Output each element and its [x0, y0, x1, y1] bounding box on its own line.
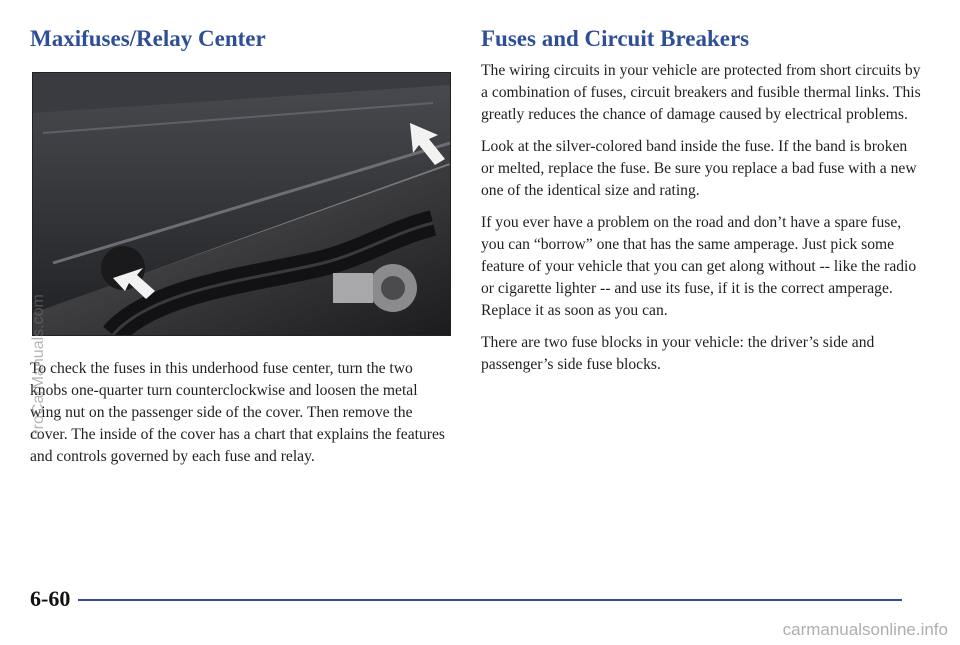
fuses-paragraph-2: Look at the silver-colored band inside the fuse. If the band is broken or melted, replace the fuse. Be sure you replace a bad fuse with a new one of the identical size and rating.	[481, 138, 917, 199]
underhood-fuse-center-photo	[32, 72, 451, 336]
maxifuses-paragraph: To check the fuses in this underhood fuse center, turn the two knobs one-quarter turn counterclockwise and loosen the metal wing nut on the passenger side of the cover. Then remove the cover. The inside of the cover has a chart that explains the features and controls governed by each fuse and relay.	[30, 360, 445, 465]
fuses-paragraph-3: If you ever have a problem on the road and don’t have a spare fuse, you can “borrow” one that has the same amperage. Just pick some feature of your vehicle that you can get along without -- like the radio or cigarette lighter -- and use its fuse, if it is the correct amperage. Replace it as soon as you can.	[481, 214, 917, 319]
fuses-body	[481, 60, 921, 386]
photo-illustration	[33, 73, 450, 335]
fuses-paragraph-4: There are two fuse blocks in your vehicle: the driver’s side and passenger’s side fuse blocks.	[481, 334, 875, 373]
footer-rule	[78, 599, 902, 601]
bottom-watermark: carmanualsonline.info	[782, 620, 948, 639]
section-heading-maxifuses: Maxifuses/Relay Center	[30, 26, 266, 51]
fuses-paragraph-1: The wiring circuits in your vehicle are protected from short circuits by a combination of fuses, circuit breakers and fusible thermal links. This greatly reduces the chance of damage caused by electrical problems.	[481, 62, 921, 123]
section-heading-fuses: Fuses and Circuit Breakers	[481, 26, 750, 51]
side-watermark: ProCarManuals.com	[30, 294, 47, 440]
right-column	[481, 26, 921, 52]
page-number: 6-60	[30, 586, 71, 611]
left-column	[30, 26, 452, 52]
